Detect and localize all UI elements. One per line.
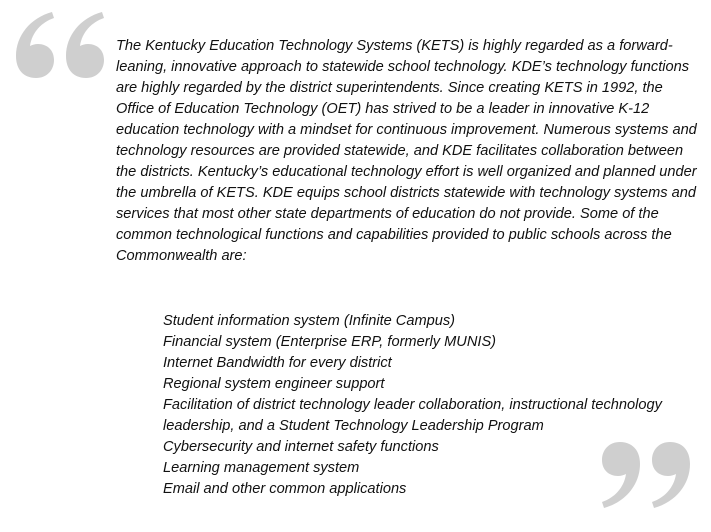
list-item: Email and other common applications xyxy=(163,481,407,497)
list-item: Regional system engineer support xyxy=(163,376,385,392)
close-quote-icon xyxy=(598,440,694,512)
list-item: Financial system (Enterprise ERP, formerly MUNIS) xyxy=(163,334,497,350)
quote-paragraph: The Kentucky Education Technology Systems (KETS) is highly regarded as a forward-leaning, innovative approach to statewide school technology. KDE’s technology functions are highly regarded by the district superintendents. Since creating KETS in 1992, the Office of Education Technology (OET) has strived to be a leader in innovative K-12 education technology with a mindset for continuous improvement. Numerous systems and technology resources are provided statewide, and KDE facilitates collaboration between the districts. Kentucky’s educational technology effort is well organized and planned under the umbrella of KETS. KDE equips school districts statewide with technology systems and services that most other state departments of education do not provide. Some of the common technological functions and capabilities provided to public schools across the Commonwealth are: xyxy=(116,38,697,264)
list-item: Facilitation of district technology leader collaboration, instructional technology leadership, and a Student Technology Leadership Program xyxy=(163,397,662,434)
list-item: Student information system (Infinite Campus) xyxy=(163,313,455,329)
open-quote-icon xyxy=(12,8,108,80)
list-item: Learning management system xyxy=(163,460,360,476)
list-item: Cybersecurity and internet safety functions xyxy=(163,439,439,455)
list-item: Internet Bandwidth for every district xyxy=(163,355,392,371)
